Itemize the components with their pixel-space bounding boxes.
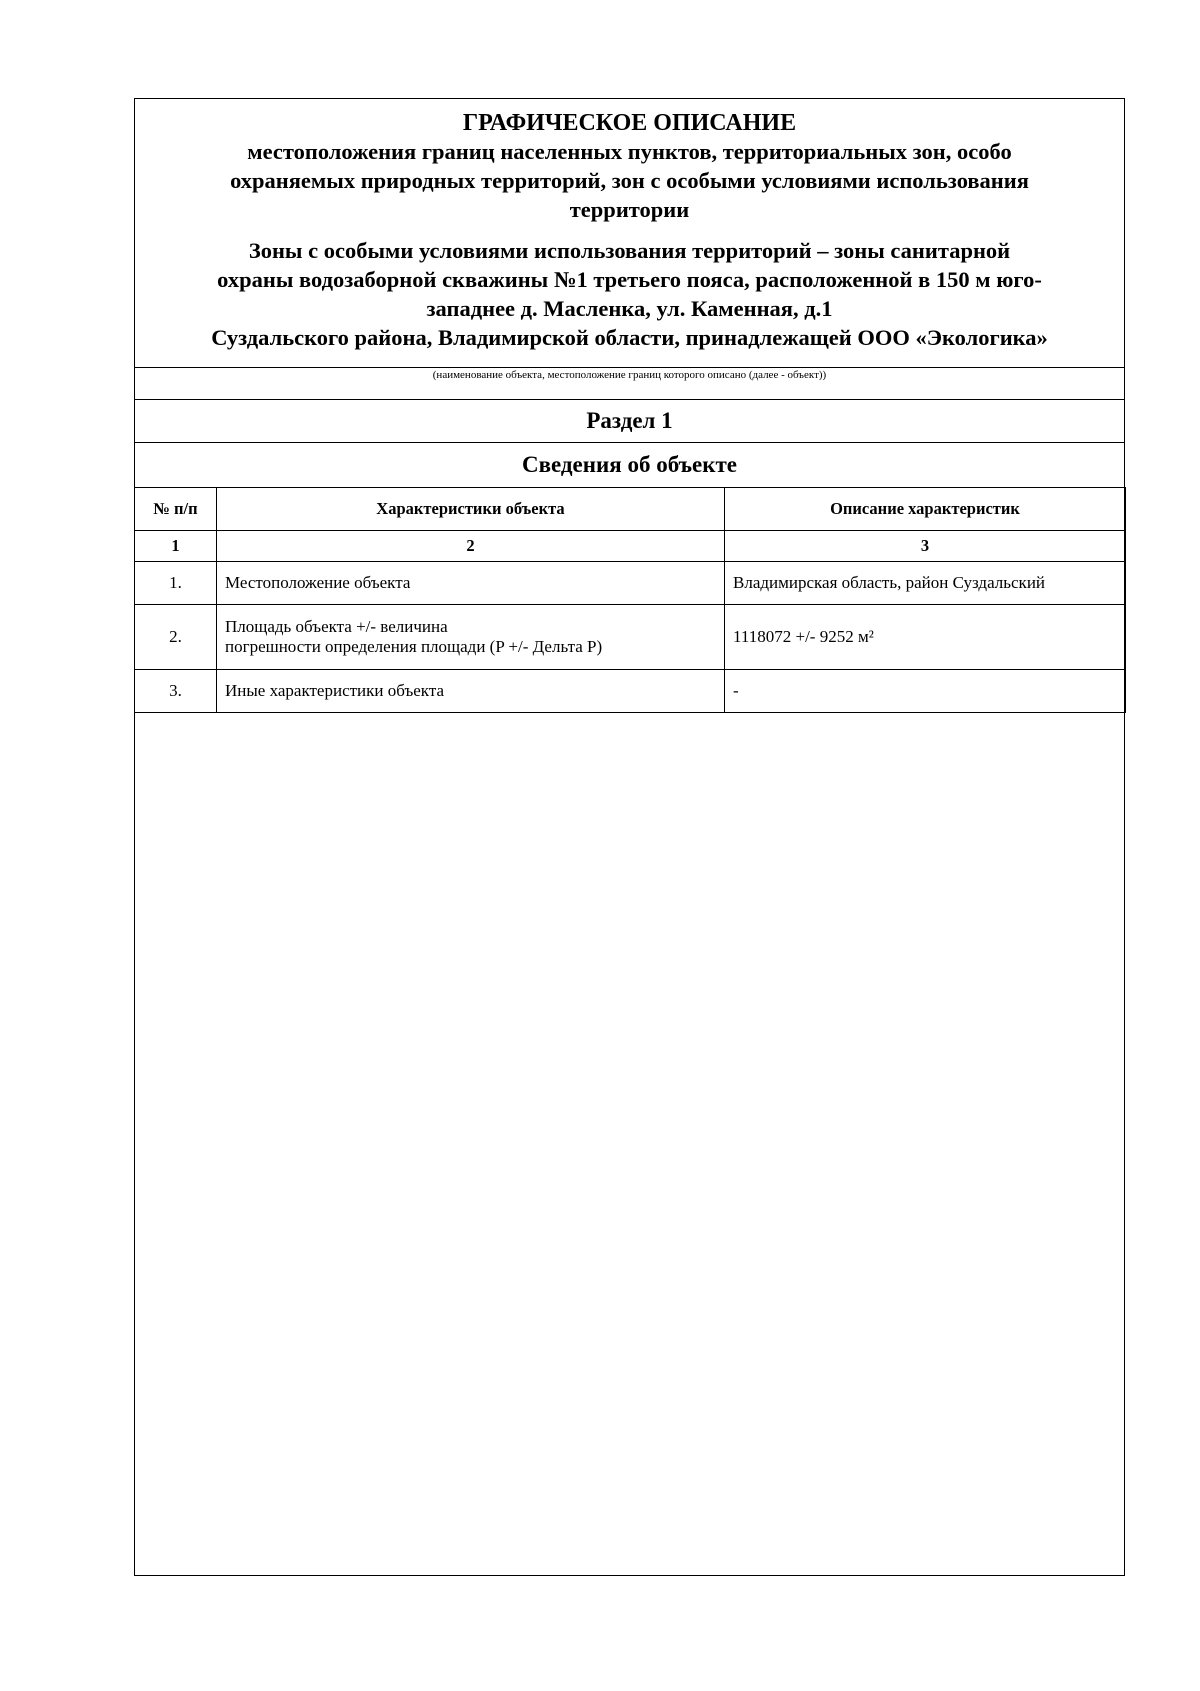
- divider: [135, 367, 1124, 368]
- description-cell: -: [725, 670, 1126, 713]
- characteristic-text: Площадь объекта +/- величина: [225, 617, 448, 636]
- document-title: ГРАФИЧЕСКОЕ ОПИСАНИЕ: [462, 110, 797, 136]
- subtitle-line: местоположения границ населенных пунктов, территориальных зон, особо: [247, 139, 1012, 164]
- column-header: Описание характеристик: [725, 488, 1126, 531]
- section-number: Раздел 1: [586, 408, 673, 433]
- characteristic-text: погрешности определения площади (P +/- Дельта P): [225, 637, 603, 656]
- characteristic-text: Местоположение объекта: [225, 573, 411, 592]
- object-info-table: [134, 487, 1126, 713]
- row-number: 3.: [135, 670, 217, 713]
- description-cell: Владимирская область, район Суздальский: [725, 562, 1126, 605]
- document-subtitle: [135, 137, 1124, 224]
- table-header-row: [135, 488, 1126, 531]
- row-number: 1.: [135, 562, 217, 605]
- characteristic-text: Иные характеристики объекта: [225, 681, 445, 700]
- row-number: 2.: [135, 605, 217, 670]
- description-cell: 1118072 +/- 9252 м²: [725, 605, 1126, 670]
- characteristic-cell: [217, 670, 725, 713]
- column-number: 2: [217, 531, 725, 562]
- column-header: № п/п: [135, 488, 217, 531]
- divider: [135, 442, 1124, 443]
- subtitle-line: охраняемых природных территорий, зон с особыми условиями использования: [230, 168, 1029, 193]
- table-row: [135, 605, 1126, 670]
- object-line: охраны водозаборной скважины №1 третьего пояса, расположенной в 150 м юго-: [217, 267, 1042, 292]
- section-title: Сведения об объекте: [521, 452, 738, 477]
- document-frame: [134, 98, 1125, 1576]
- column-number: 3: [725, 531, 1126, 562]
- characteristic-cell: [217, 605, 725, 670]
- table-row: [135, 562, 1126, 605]
- characteristic-cell: [217, 562, 725, 605]
- column-header: Характеристики объекта: [217, 488, 725, 531]
- object-line: Зоны с особыми условиями использования территорий – зоны санитарной: [248, 238, 1011, 263]
- subtitle-line: территории: [569, 197, 690, 222]
- object-line: западнее д. Масленка, ул. Каменная, д.1: [426, 296, 833, 321]
- object-caption: (наименование объекта, местоположение границ которого описано (далее - объект)): [432, 369, 827, 381]
- column-number: 1: [135, 531, 217, 562]
- table-row: [135, 670, 1126, 713]
- title-block: [135, 99, 1124, 367]
- object-line: Суздальского района, Владимирской области, принадлежащей ООО «Экологика»: [211, 325, 1048, 350]
- object-name: [135, 236, 1124, 323]
- column-number-row: [135, 531, 1126, 562]
